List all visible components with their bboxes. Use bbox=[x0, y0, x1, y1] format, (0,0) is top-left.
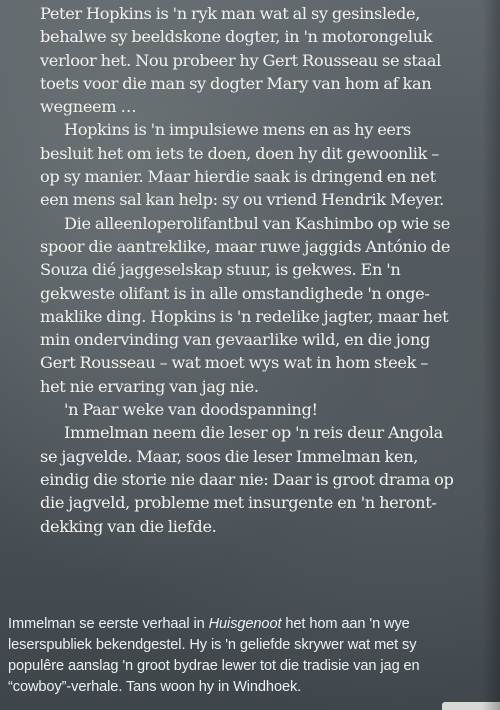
text-line: verloor het. Nou probeer hy Gert Rousseau se staal bbox=[40, 50, 441, 70]
text-line: het nie ervaring van jag nie. bbox=[40, 376, 259, 396]
bio-text: Immelman se eerste verhaal in bbox=[8, 616, 209, 632]
bio-line: “cowboy”-verhale. Tans woon hy in Windhoek. bbox=[8, 679, 302, 695]
blurb-paragraph-3 bbox=[40, 212, 488, 398]
bio-line bbox=[8, 614, 498, 635]
blurb-paragraph-2 bbox=[40, 118, 488, 211]
text-line: gekweste olifant is in alle omstandighede 'n onge- bbox=[40, 283, 430, 303]
text-line: toets voor die man sy dogter Mary van hom af kan bbox=[40, 73, 432, 93]
text-line: Souza dié jaggeselskap stuur, is gekwes. En 'n bbox=[40, 260, 401, 280]
barcode-label-edge bbox=[442, 702, 500, 710]
text-line: Immelman neem die leser op 'n reis deur Angola bbox=[64, 423, 443, 443]
blurb-paragraph-4 bbox=[40, 398, 488, 421]
blurb-paragraph-1 bbox=[40, 2, 488, 118]
magazine-title: Huisgenoot bbox=[208, 616, 282, 632]
text-line: maklike ding. Hopkins is 'n redelike jagter, maar het bbox=[40, 306, 449, 326]
text-line: wegneem … bbox=[40, 97, 137, 117]
text-line: een mens sal kan help: sy ou vriend Hendrik Meyer. bbox=[40, 190, 444, 210]
text-line: Peter Hopkins is 'n ryk man wat al sy gesinslede, bbox=[40, 4, 421, 23]
text-line: Die alleenloperolifantbul van Kashimbo op wie se bbox=[64, 213, 450, 233]
text-line: eindig die storie nie daar nie: Daar is groot drama op bbox=[40, 469, 454, 489]
text-line: behalwe sy beeldskone dogter, in 'n motorongeluk bbox=[40, 27, 433, 47]
text-line: op sy manier. Maar hierdie saak is dringend en net bbox=[40, 167, 436, 187]
text-line: min ondervinding van gevaarlike wild, en die jong bbox=[40, 330, 431, 350]
text-line: 'n Paar weke van doodspanning! bbox=[64, 400, 318, 420]
text-line: se jagvelde. Maar, soos die leser Immelman ken, bbox=[40, 446, 419, 466]
text-line: dekking van die liefde. bbox=[40, 516, 217, 536]
bio-line: leserspubliek bekendgestel. Hy is 'n geliefde skrywer wat met sy bbox=[8, 637, 417, 653]
text-line: besluit het om iets te doen, doen hy dit gewoonlik – bbox=[40, 143, 440, 163]
text-line: spoor die aantreklike, maar ruwe jaggids António de bbox=[40, 236, 451, 256]
blurb-paragraph-5 bbox=[40, 421, 488, 537]
blurb-text bbox=[40, 2, 488, 538]
text-line: die jagveld, probleme met insurgente en 'n heront- bbox=[40, 493, 437, 513]
author-bio bbox=[8, 614, 498, 698]
text-line: Hopkins is 'n impulsiewe mens en as hy eers bbox=[64, 120, 412, 140]
text-line: Gert Rousseau – wat moet wys wat in hom steek – bbox=[40, 353, 428, 373]
bio-line: populêre aanslag 'n groot bydrae lewer tot die tradisie van jag en bbox=[8, 658, 420, 674]
bio-text: het hom aan 'n wye bbox=[281, 616, 410, 632]
